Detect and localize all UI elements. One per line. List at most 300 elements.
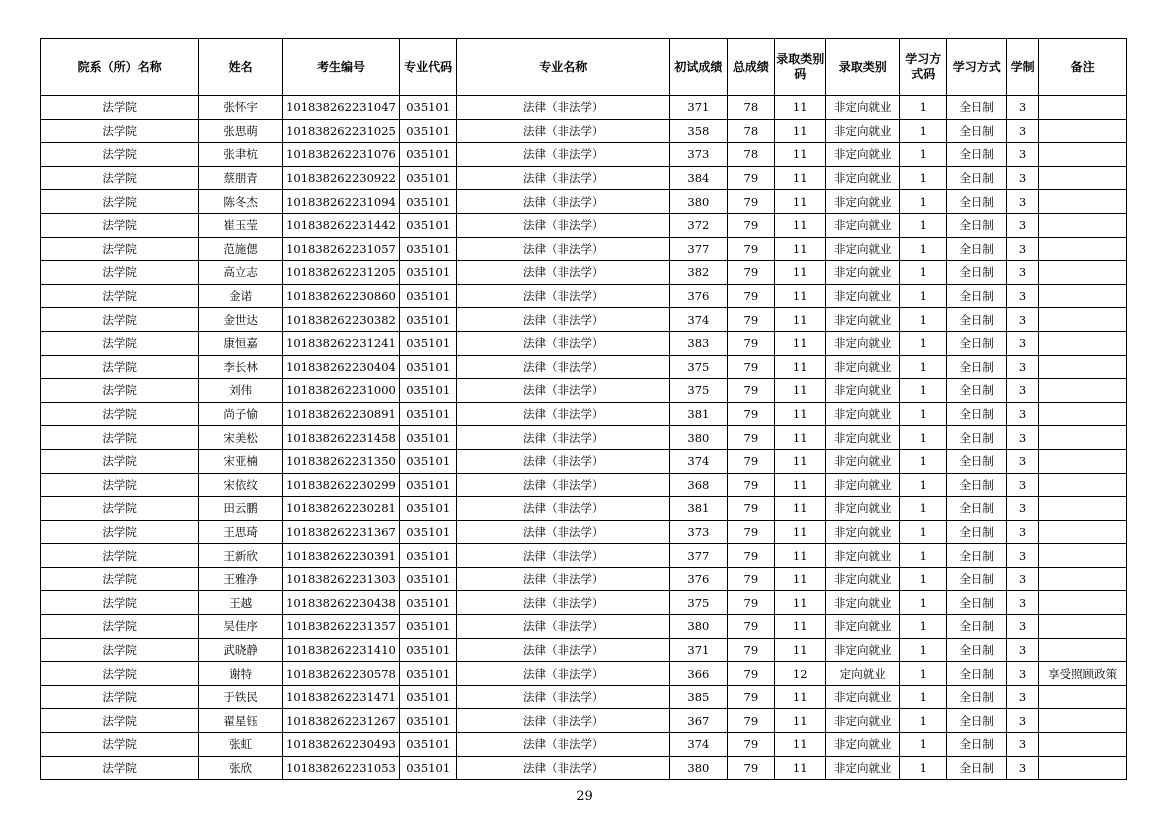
cell-duration: 3 bbox=[1006, 261, 1038, 285]
cell-total-score: 79 bbox=[727, 615, 774, 639]
cell-prelim-score: 373 bbox=[670, 520, 727, 544]
column-header-major-code: 专业代码 bbox=[399, 39, 456, 96]
cell-major-code: 035101 bbox=[399, 520, 456, 544]
cell-name: 张思萌 bbox=[199, 119, 283, 143]
cell-study-mode-code: 1 bbox=[900, 709, 947, 733]
cell-remarks bbox=[1039, 402, 1127, 426]
cell-prelim-score: 382 bbox=[670, 261, 727, 285]
cell-prelim-score: 368 bbox=[670, 473, 727, 497]
cell-name: 于铁民 bbox=[199, 685, 283, 709]
cell-duration: 3 bbox=[1006, 449, 1038, 473]
cell-name: 田云鹏 bbox=[199, 497, 283, 521]
cell-duration: 3 bbox=[1006, 402, 1038, 426]
cell-study-mode: 全日制 bbox=[947, 520, 1006, 544]
cell-prelim-score: 385 bbox=[670, 685, 727, 709]
cell-major-name: 法律（非法学） bbox=[457, 497, 670, 521]
cell-name: 尚子愉 bbox=[199, 402, 283, 426]
table-row bbox=[41, 567, 1127, 591]
column-header-admission-type-code: 录取类别码 bbox=[775, 39, 826, 96]
cell-total-score: 79 bbox=[727, 284, 774, 308]
cell-total-score: 79 bbox=[727, 733, 774, 757]
cell-prelim-score: 380 bbox=[670, 190, 727, 214]
cell-total-score: 79 bbox=[727, 567, 774, 591]
cell-admission-type-code: 11 bbox=[775, 638, 826, 662]
table-row bbox=[41, 756, 1127, 780]
table-row bbox=[41, 261, 1127, 285]
cell-duration: 3 bbox=[1006, 685, 1038, 709]
cell-total-score: 79 bbox=[727, 638, 774, 662]
cell-admission-type-code: 11 bbox=[775, 520, 826, 544]
cell-study-mode: 全日制 bbox=[947, 662, 1006, 686]
cell-major-code: 035101 bbox=[399, 119, 456, 143]
cell-study-mode-code: 1 bbox=[900, 497, 947, 521]
cell-department: 法学院 bbox=[41, 331, 199, 355]
cell-remarks bbox=[1039, 426, 1127, 450]
cell-prelim-score: 381 bbox=[670, 402, 727, 426]
cell-department: 法学院 bbox=[41, 143, 199, 167]
cell-duration: 3 bbox=[1006, 119, 1038, 143]
cell-study-mode-code: 1 bbox=[900, 379, 947, 403]
cell-major-name: 法律（非法学） bbox=[457, 143, 670, 167]
cell-admission-type: 非定向就业 bbox=[826, 237, 900, 261]
cell-study-mode: 全日制 bbox=[947, 591, 1006, 615]
cell-major-name: 法律（非法学） bbox=[457, 473, 670, 497]
cell-study-mode: 全日制 bbox=[947, 166, 1006, 190]
table-row bbox=[41, 402, 1127, 426]
cell-candidate-id: 101838262231410 bbox=[282, 638, 399, 662]
cell-duration: 3 bbox=[1006, 567, 1038, 591]
cell-study-mode: 全日制 bbox=[947, 379, 1006, 403]
cell-department: 法学院 bbox=[41, 520, 199, 544]
cell-department: 法学院 bbox=[41, 261, 199, 285]
cell-total-score: 79 bbox=[727, 685, 774, 709]
cell-study-mode-code: 1 bbox=[900, 308, 947, 332]
cell-candidate-id: 101838262231076 bbox=[282, 143, 399, 167]
cell-admission-type-code: 11 bbox=[775, 544, 826, 568]
cell-admission-type-code: 11 bbox=[775, 213, 826, 237]
cell-prelim-score: 374 bbox=[670, 733, 727, 757]
cell-prelim-score: 374 bbox=[670, 449, 727, 473]
cell-major-code: 035101 bbox=[399, 308, 456, 332]
cell-candidate-id: 101838262231000 bbox=[282, 379, 399, 403]
cell-admission-type-code: 11 bbox=[775, 261, 826, 285]
cell-admission-type: 非定向就业 bbox=[826, 355, 900, 379]
table-row bbox=[41, 449, 1127, 473]
column-header-study-mode-code: 学习方式码 bbox=[900, 39, 947, 96]
cell-name: 王思琦 bbox=[199, 520, 283, 544]
cell-remarks bbox=[1039, 119, 1127, 143]
cell-department: 法学院 bbox=[41, 379, 199, 403]
cell-duration: 3 bbox=[1006, 426, 1038, 450]
cell-study-mode-code: 1 bbox=[900, 544, 947, 568]
cell-major-code: 035101 bbox=[399, 756, 456, 780]
cell-study-mode-code: 1 bbox=[900, 615, 947, 639]
cell-major-name: 法律（非法学） bbox=[457, 449, 670, 473]
cell-admission-type-code: 11 bbox=[775, 402, 826, 426]
cell-duration: 3 bbox=[1006, 355, 1038, 379]
cell-name: 吴佳序 bbox=[199, 615, 283, 639]
cell-prelim-score: 383 bbox=[670, 331, 727, 355]
cell-major-name: 法律（非法学） bbox=[457, 733, 670, 757]
cell-major-code: 035101 bbox=[399, 284, 456, 308]
cell-admission-type-code: 11 bbox=[775, 237, 826, 261]
cell-total-score: 79 bbox=[727, 261, 774, 285]
cell-prelim-score: 375 bbox=[670, 591, 727, 615]
cell-study-mode: 全日制 bbox=[947, 355, 1006, 379]
cell-major-code: 035101 bbox=[399, 709, 456, 733]
cell-duration: 3 bbox=[1006, 473, 1038, 497]
cell-admission-type-code: 11 bbox=[775, 190, 826, 214]
admission-list-table bbox=[40, 38, 1127, 780]
cell-admission-type: 非定向就业 bbox=[826, 143, 900, 167]
cell-study-mode-code: 1 bbox=[900, 143, 947, 167]
cell-admission-type-code: 11 bbox=[775, 685, 826, 709]
cell-name: 李长林 bbox=[199, 355, 283, 379]
column-header-study-mode: 学习方式 bbox=[947, 39, 1006, 96]
cell-department: 法学院 bbox=[41, 709, 199, 733]
cell-study-mode-code: 1 bbox=[900, 261, 947, 285]
cell-study-mode: 全日制 bbox=[947, 190, 1006, 214]
cell-major-name: 法律（非法学） bbox=[457, 544, 670, 568]
table-row bbox=[41, 166, 1127, 190]
cell-remarks bbox=[1039, 96, 1127, 120]
cell-study-mode-code: 1 bbox=[900, 662, 947, 686]
cell-candidate-id: 101838262231205 bbox=[282, 261, 399, 285]
cell-total-score: 79 bbox=[727, 756, 774, 780]
cell-candidate-id: 101838262230578 bbox=[282, 662, 399, 686]
cell-major-name: 法律（非法学） bbox=[457, 237, 670, 261]
table-row bbox=[41, 662, 1127, 686]
table-row bbox=[41, 213, 1127, 237]
cell-department: 法学院 bbox=[41, 567, 199, 591]
table-row bbox=[41, 638, 1127, 662]
cell-candidate-id: 101838262231094 bbox=[282, 190, 399, 214]
cell-admission-type-code: 11 bbox=[775, 355, 826, 379]
cell-admission-type: 非定向就业 bbox=[826, 473, 900, 497]
cell-name: 陈冬杰 bbox=[199, 190, 283, 214]
cell-candidate-id: 101838262230438 bbox=[282, 591, 399, 615]
cell-study-mode: 全日制 bbox=[947, 733, 1006, 757]
cell-total-score: 79 bbox=[727, 331, 774, 355]
cell-remarks bbox=[1039, 261, 1127, 285]
table-body bbox=[41, 96, 1127, 780]
cell-study-mode: 全日制 bbox=[947, 402, 1006, 426]
cell-duration: 3 bbox=[1006, 615, 1038, 639]
cell-remarks bbox=[1039, 449, 1127, 473]
cell-major-name: 法律（非法学） bbox=[457, 190, 670, 214]
cell-admission-type: 非定向就业 bbox=[826, 284, 900, 308]
cell-major-code: 035101 bbox=[399, 544, 456, 568]
cell-remarks bbox=[1039, 567, 1127, 591]
cell-study-mode-code: 1 bbox=[900, 756, 947, 780]
cell-major-code: 035101 bbox=[399, 662, 456, 686]
cell-name: 范施偲 bbox=[199, 237, 283, 261]
cell-duration: 3 bbox=[1006, 308, 1038, 332]
cell-study-mode: 全日制 bbox=[947, 213, 1006, 237]
cell-candidate-id: 101838262231025 bbox=[282, 119, 399, 143]
cell-admission-type-code: 11 bbox=[775, 96, 826, 120]
cell-department: 法学院 bbox=[41, 473, 199, 497]
table-row bbox=[41, 544, 1127, 568]
cell-candidate-id: 101838262230391 bbox=[282, 544, 399, 568]
cell-candidate-id: 101838262230281 bbox=[282, 497, 399, 521]
cell-name: 宋依纹 bbox=[199, 473, 283, 497]
cell-department: 法学院 bbox=[41, 355, 199, 379]
column-header-prelim-score: 初试成绩 bbox=[670, 39, 727, 96]
cell-study-mode: 全日制 bbox=[947, 119, 1006, 143]
cell-remarks bbox=[1039, 544, 1127, 568]
cell-admission-type-code: 11 bbox=[775, 379, 826, 403]
cell-admission-type-code: 11 bbox=[775, 709, 826, 733]
cell-admission-type-code: 11 bbox=[775, 591, 826, 615]
cell-admission-type: 非定向就业 bbox=[826, 638, 900, 662]
cell-duration: 3 bbox=[1006, 190, 1038, 214]
table-row bbox=[41, 190, 1127, 214]
cell-remarks bbox=[1039, 473, 1127, 497]
cell-department: 法学院 bbox=[41, 119, 199, 143]
table-row bbox=[41, 355, 1127, 379]
cell-admission-type-code: 11 bbox=[775, 284, 826, 308]
cell-admission-type: 非定向就业 bbox=[826, 426, 900, 450]
cell-study-mode: 全日制 bbox=[947, 567, 1006, 591]
cell-name: 张欣 bbox=[199, 756, 283, 780]
cell-prelim-score: 371 bbox=[670, 96, 727, 120]
cell-remarks bbox=[1039, 685, 1127, 709]
table-row bbox=[41, 379, 1127, 403]
cell-study-mode-code: 1 bbox=[900, 449, 947, 473]
cell-remarks bbox=[1039, 591, 1127, 615]
column-header-candidate-id: 考生编号 bbox=[282, 39, 399, 96]
cell-department: 法学院 bbox=[41, 733, 199, 757]
cell-major-code: 035101 bbox=[399, 591, 456, 615]
cell-admission-type-code: 11 bbox=[775, 449, 826, 473]
cell-name: 康恒嘉 bbox=[199, 331, 283, 355]
cell-major-name: 法律（非法学） bbox=[457, 520, 670, 544]
cell-name: 张怀宇 bbox=[199, 96, 283, 120]
cell-remarks: 享受照顾政策 bbox=[1039, 662, 1127, 686]
cell-remarks bbox=[1039, 166, 1127, 190]
cell-study-mode: 全日制 bbox=[947, 143, 1006, 167]
cell-admission-type-code: 12 bbox=[775, 662, 826, 686]
cell-candidate-id: 101838262231267 bbox=[282, 709, 399, 733]
cell-major-name: 法律（非法学） bbox=[457, 284, 670, 308]
cell-candidate-id: 101838262230299 bbox=[282, 473, 399, 497]
cell-duration: 3 bbox=[1006, 166, 1038, 190]
cell-name: 崔玉莹 bbox=[199, 213, 283, 237]
cell-major-code: 035101 bbox=[399, 237, 456, 261]
cell-prelim-score: 377 bbox=[670, 237, 727, 261]
cell-major-code: 035101 bbox=[399, 497, 456, 521]
cell-study-mode-code: 1 bbox=[900, 166, 947, 190]
cell-total-score: 79 bbox=[727, 497, 774, 521]
cell-major-code: 035101 bbox=[399, 96, 456, 120]
cell-total-score: 79 bbox=[727, 308, 774, 332]
table-row bbox=[41, 591, 1127, 615]
table-row bbox=[41, 96, 1127, 120]
cell-prelim-score: 380 bbox=[670, 615, 727, 639]
cell-name: 蔡朋青 bbox=[199, 166, 283, 190]
cell-study-mode-code: 1 bbox=[900, 685, 947, 709]
page-number: 29 bbox=[576, 789, 593, 804]
cell-study-mode-code: 1 bbox=[900, 331, 947, 355]
cell-study-mode-code: 1 bbox=[900, 733, 947, 757]
cell-duration: 3 bbox=[1006, 143, 1038, 167]
cell-duration: 3 bbox=[1006, 237, 1038, 261]
cell-name: 张虹 bbox=[199, 733, 283, 757]
cell-admission-type-code: 11 bbox=[775, 567, 826, 591]
cell-remarks bbox=[1039, 284, 1127, 308]
table-row bbox=[41, 733, 1127, 757]
cell-department: 法学院 bbox=[41, 449, 199, 473]
cell-total-score: 79 bbox=[727, 379, 774, 403]
cell-prelim-score: 381 bbox=[670, 497, 727, 521]
cell-department: 法学院 bbox=[41, 166, 199, 190]
cell-total-score: 79 bbox=[727, 591, 774, 615]
cell-major-name: 法律（非法学） bbox=[457, 709, 670, 733]
column-header-remarks: 备注 bbox=[1039, 39, 1127, 96]
cell-candidate-id: 101838262230493 bbox=[282, 733, 399, 757]
cell-total-score: 79 bbox=[727, 473, 774, 497]
cell-major-name: 法律（非法学） bbox=[457, 331, 670, 355]
cell-total-score: 78 bbox=[727, 119, 774, 143]
table-row bbox=[41, 685, 1127, 709]
cell-duration: 3 bbox=[1006, 284, 1038, 308]
cell-major-code: 035101 bbox=[399, 733, 456, 757]
cell-major-code: 035101 bbox=[399, 402, 456, 426]
cell-remarks bbox=[1039, 355, 1127, 379]
cell-remarks bbox=[1039, 379, 1127, 403]
table-row bbox=[41, 520, 1127, 544]
cell-admission-type-code: 11 bbox=[775, 497, 826, 521]
cell-department: 法学院 bbox=[41, 213, 199, 237]
cell-department: 法学院 bbox=[41, 96, 199, 120]
cell-duration: 3 bbox=[1006, 662, 1038, 686]
cell-candidate-id: 101838262231442 bbox=[282, 213, 399, 237]
column-header-admission-type: 录取类别 bbox=[826, 39, 900, 96]
cell-admission-type-code: 11 bbox=[775, 733, 826, 757]
cell-study-mode: 全日制 bbox=[947, 426, 1006, 450]
table-row bbox=[41, 284, 1127, 308]
cell-major-code: 035101 bbox=[399, 213, 456, 237]
cell-total-score: 79 bbox=[727, 662, 774, 686]
cell-total-score: 78 bbox=[727, 143, 774, 167]
cell-admission-type: 非定向就业 bbox=[826, 544, 900, 568]
cell-study-mode-code: 1 bbox=[900, 355, 947, 379]
cell-duration: 3 bbox=[1006, 213, 1038, 237]
cell-study-mode-code: 1 bbox=[900, 402, 947, 426]
cell-candidate-id: 101838262231241 bbox=[282, 331, 399, 355]
cell-admission-type: 非定向就业 bbox=[826, 615, 900, 639]
cell-duration: 3 bbox=[1006, 379, 1038, 403]
cell-major-name: 法律（非法学） bbox=[457, 402, 670, 426]
cell-name: 谢特 bbox=[199, 662, 283, 686]
cell-department: 法学院 bbox=[41, 638, 199, 662]
cell-major-name: 法律（非法学） bbox=[457, 567, 670, 591]
cell-duration: 3 bbox=[1006, 756, 1038, 780]
cell-admission-type: 非定向就业 bbox=[826, 497, 900, 521]
cell-admission-type: 非定向就业 bbox=[826, 709, 900, 733]
cell-candidate-id: 101838262230404 bbox=[282, 355, 399, 379]
table-row bbox=[41, 709, 1127, 733]
cell-study-mode: 全日制 bbox=[947, 261, 1006, 285]
cell-candidate-id: 101838262231303 bbox=[282, 567, 399, 591]
cell-study-mode-code: 1 bbox=[900, 426, 947, 450]
cell-admission-type: 非定向就业 bbox=[826, 308, 900, 332]
cell-name: 金世达 bbox=[199, 308, 283, 332]
cell-candidate-id: 101838262230382 bbox=[282, 308, 399, 332]
cell-department: 法学院 bbox=[41, 402, 199, 426]
cell-department: 法学院 bbox=[41, 284, 199, 308]
cell-admission-type: 非定向就业 bbox=[826, 119, 900, 143]
cell-prelim-score: 372 bbox=[670, 213, 727, 237]
cell-major-name: 法律（非法学） bbox=[457, 355, 670, 379]
cell-study-mode-code: 1 bbox=[900, 591, 947, 615]
cell-study-mode-code: 1 bbox=[900, 567, 947, 591]
cell-department: 法学院 bbox=[41, 544, 199, 568]
cell-major-name: 法律（非法学） bbox=[457, 166, 670, 190]
cell-candidate-id: 101838262231350 bbox=[282, 449, 399, 473]
cell-major-name: 法律（非法学） bbox=[457, 685, 670, 709]
cell-remarks bbox=[1039, 237, 1127, 261]
cell-prelim-score: 374 bbox=[670, 308, 727, 332]
cell-total-score: 79 bbox=[727, 237, 774, 261]
cell-department: 法学院 bbox=[41, 662, 199, 686]
cell-total-score: 79 bbox=[727, 544, 774, 568]
cell-admission-type: 非定向就业 bbox=[826, 449, 900, 473]
cell-total-score: 79 bbox=[727, 190, 774, 214]
cell-duration: 3 bbox=[1006, 591, 1038, 615]
cell-name: 刘伟 bbox=[199, 379, 283, 403]
cell-major-name: 法律（非法学） bbox=[457, 638, 670, 662]
cell-admission-type: 非定向就业 bbox=[826, 96, 900, 120]
table-row bbox=[41, 308, 1127, 332]
cell-study-mode: 全日制 bbox=[947, 615, 1006, 639]
cell-major-name: 法律（非法学） bbox=[457, 96, 670, 120]
cell-major-name: 法律（非法学） bbox=[457, 615, 670, 639]
cell-study-mode-code: 1 bbox=[900, 237, 947, 261]
cell-department: 法学院 bbox=[41, 190, 199, 214]
cell-study-mode: 全日制 bbox=[947, 284, 1006, 308]
cell-study-mode: 全日制 bbox=[947, 756, 1006, 780]
cell-prelim-score: 367 bbox=[670, 709, 727, 733]
cell-candidate-id: 101838262230860 bbox=[282, 284, 399, 308]
cell-study-mode: 全日制 bbox=[947, 709, 1006, 733]
cell-name: 翟星钰 bbox=[199, 709, 283, 733]
cell-name: 王新欣 bbox=[199, 544, 283, 568]
cell-name: 高立志 bbox=[199, 261, 283, 285]
cell-prelim-score: 375 bbox=[670, 355, 727, 379]
cell-admission-type: 非定向就业 bbox=[826, 685, 900, 709]
cell-major-name: 法律（非法学） bbox=[457, 591, 670, 615]
cell-admission-type: 非定向就业 bbox=[826, 166, 900, 190]
cell-prelim-score: 366 bbox=[670, 662, 727, 686]
cell-study-mode-code: 1 bbox=[900, 638, 947, 662]
cell-study-mode: 全日制 bbox=[947, 685, 1006, 709]
cell-prelim-score: 358 bbox=[670, 119, 727, 143]
cell-admission-type: 定向就业 bbox=[826, 662, 900, 686]
cell-duration: 3 bbox=[1006, 96, 1038, 120]
cell-major-code: 035101 bbox=[399, 685, 456, 709]
cell-total-score: 78 bbox=[727, 96, 774, 120]
cell-study-mode: 全日制 bbox=[947, 544, 1006, 568]
cell-total-score: 79 bbox=[727, 213, 774, 237]
cell-admission-type-code: 11 bbox=[775, 143, 826, 167]
table-row bbox=[41, 119, 1127, 143]
cell-remarks bbox=[1039, 756, 1127, 780]
cell-name: 宋亚楠 bbox=[199, 449, 283, 473]
cell-admission-type: 非定向就业 bbox=[826, 567, 900, 591]
cell-admission-type-code: 11 bbox=[775, 426, 826, 450]
